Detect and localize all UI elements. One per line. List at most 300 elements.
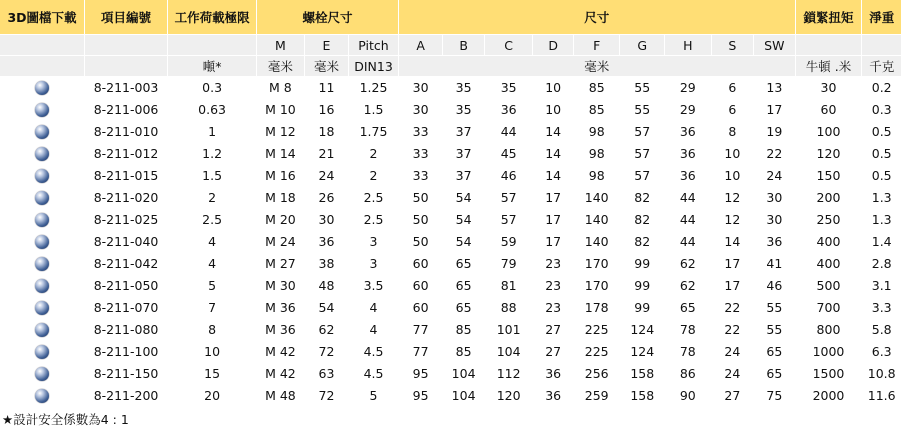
dim-f-cell: 259 [584, 388, 609, 403]
torque-cell: 1500 [812, 366, 845, 381]
dim-d-cell: 23 [545, 300, 562, 315]
dim-f-cell: 140 [584, 190, 609, 205]
dim-g-cell: 82 [634, 190, 651, 205]
wll-cell: 20 [204, 388, 221, 403]
table-row [0, 231, 901, 252]
bolt-m-cell: M 27 [265, 256, 296, 271]
dim-c-cell: 46 [500, 168, 517, 183]
dim-a-cell: 33 [412, 124, 429, 139]
download-3d-icon[interactable] [35, 389, 49, 403]
dim-g-cell: 57 [634, 146, 651, 161]
wll-cell: 1.5 [202, 168, 223, 183]
dim-c-cell: 88 [500, 300, 517, 315]
download-cell [0, 99, 84, 120]
table-row [0, 341, 901, 362]
download-3d-icon[interactable] [35, 235, 49, 249]
dim-g-cell: 82 [634, 212, 651, 227]
download-3d-icon[interactable] [35, 213, 49, 227]
dim-c-cell: 101 [496, 322, 521, 337]
net-weight-cell: 6.3 [871, 344, 892, 359]
download-cell [0, 143, 84, 164]
dim-c-cell: 57 [500, 212, 517, 227]
dim-s-cell: 10 [724, 168, 741, 183]
dim-g-cell: 124 [630, 322, 655, 337]
dim-f-cell: 225 [584, 322, 609, 337]
wll-cell: 7 [208, 300, 217, 315]
download-cell [0, 297, 84, 318]
table-row [0, 297, 901, 318]
download-3d-icon[interactable] [35, 301, 49, 315]
net-weight-cell: 1.3 [871, 190, 892, 205]
dim-d-cell: 27 [545, 322, 562, 337]
torque-cell: 500 [816, 278, 841, 293]
dim-a-cell: 30 [412, 80, 429, 95]
dim-g-cell: 158 [630, 366, 655, 381]
bolt-e-cell: 21 [318, 146, 335, 161]
torque-cell: 60 [820, 102, 837, 117]
dim-h-cell: 36 [679, 124, 696, 139]
dim-s-cell: 22 [724, 300, 741, 315]
table-row [0, 275, 901, 296]
dim-b-cell: 104 [451, 366, 476, 381]
dim-h-cell: 78 [679, 322, 696, 337]
dim-f-cell: 98 [588, 146, 605, 161]
dim-f-cell: 256 [584, 366, 609, 381]
item-number-cell: 8-211-042 [93, 256, 159, 271]
dim-c-cell: 35 [500, 80, 517, 95]
bolt-m-cell: M 16 [265, 168, 296, 183]
dim-h-cell: 44 [679, 234, 696, 249]
unit-empty [0, 56, 84, 76]
dim-h-cell: 36 [679, 146, 696, 161]
dim-sw-cell: 22 [766, 146, 783, 161]
dim-f-cell: 140 [584, 212, 609, 227]
pitch-cell: 4.5 [363, 344, 384, 359]
sub-header-c: C [485, 35, 533, 55]
dim-s-cell: 12 [724, 190, 741, 205]
pitch-cell: 3 [369, 256, 378, 271]
item-number-cell: 8-211-150 [93, 366, 159, 381]
dim-f-cell: 140 [584, 234, 609, 249]
header-net-weight: 淨重 [862, 0, 901, 34]
dim-a-cell: 95 [412, 388, 429, 403]
item-number-cell: 8-211-200 [93, 388, 159, 403]
dim-f-cell: 170 [584, 256, 609, 271]
download-3d-icon[interactable] [35, 147, 49, 161]
dim-f-cell: 98 [588, 124, 605, 139]
bolt-e-cell: 48 [318, 278, 335, 293]
sub-header-empty [796, 35, 862, 55]
sub-header-b: B [443, 35, 484, 55]
pitch-cell: 4 [369, 322, 378, 337]
net-weight-cell: 3.1 [871, 278, 892, 293]
pitch-cell: 1.5 [363, 102, 384, 117]
bolt-e-cell: 38 [318, 256, 335, 271]
dim-c-cell: 79 [500, 256, 517, 271]
bolt-e-cell: 16 [318, 102, 335, 117]
dim-b-cell: 104 [451, 388, 476, 403]
dim-c-cell: 45 [500, 146, 517, 161]
dim-b-cell: 65 [455, 256, 472, 271]
bolt-e-cell: 18 [318, 124, 335, 139]
net-weight-cell: 0.3 [871, 102, 892, 117]
dim-a-cell: 77 [412, 322, 429, 337]
sub-header-a: A [399, 35, 443, 55]
dim-a-cell: 33 [412, 168, 429, 183]
item-number-cell: 8-211-080 [93, 322, 159, 337]
unit-m: 毫米 [257, 56, 304, 76]
wll-cell: 4 [208, 234, 217, 249]
dim-d-cell: 10 [545, 102, 562, 117]
unit-empty [85, 56, 167, 76]
download-3d-icon[interactable] [35, 81, 49, 95]
item-number-cell: 8-211-003 [93, 80, 159, 95]
table-row [0, 209, 901, 230]
torque-cell: 30 [820, 80, 837, 95]
dim-a-cell: 95 [412, 366, 429, 381]
sub-header-pitch: Pitch [349, 35, 398, 55]
dim-f-cell: 170 [584, 278, 609, 293]
download-3d-icon[interactable] [35, 103, 49, 117]
dim-c-cell: 36 [500, 102, 517, 117]
dim-sw-cell: 30 [766, 212, 783, 227]
sub-header-s: S [712, 35, 754, 55]
dim-d-cell: 10 [545, 80, 562, 95]
dim-c-cell: 44 [500, 124, 517, 139]
bolt-e-cell: 63 [318, 366, 335, 381]
wll-cell: 2.5 [202, 212, 223, 227]
net-weight-cell: 0.2 [871, 80, 892, 95]
download-cell [0, 341, 84, 362]
wll-cell: 15 [204, 366, 221, 381]
table-row [0, 99, 901, 120]
dim-sw-cell: 24 [766, 168, 783, 183]
download-cell [0, 319, 84, 340]
bolt-m-cell: M 42 [265, 344, 296, 359]
dim-h-cell: 86 [679, 366, 696, 381]
bolt-m-cell: M 8 [269, 80, 292, 95]
net-weight-cell: 0.5 [871, 146, 892, 161]
dim-b-cell: 37 [455, 124, 472, 139]
torque-cell: 120 [816, 146, 841, 161]
dim-g-cell: 158 [630, 388, 655, 403]
dim-b-cell: 35 [455, 80, 472, 95]
dim-h-cell: 36 [679, 168, 696, 183]
item-number-cell: 8-211-006 [93, 102, 159, 117]
download-cell [0, 231, 84, 252]
header-dimensions: 尺寸 [399, 0, 795, 34]
dim-h-cell: 78 [679, 344, 696, 359]
bolt-m-cell: M 42 [265, 366, 296, 381]
dim-h-cell: 44 [679, 190, 696, 205]
dim-g-cell: 124 [630, 344, 655, 359]
header-bolt-size: 螺栓尺寸 [257, 0, 398, 34]
bolt-m-cell: M 48 [265, 388, 296, 403]
download-cell [0, 385, 84, 406]
dim-a-cell: 50 [412, 212, 429, 227]
download-3d-icon[interactable] [35, 257, 49, 271]
download-cell [0, 275, 84, 296]
wll-cell: 2 [208, 190, 217, 205]
item-number-cell: 8-211-070 [93, 300, 159, 315]
dim-b-cell: 37 [455, 168, 472, 183]
item-number-cell: 8-211-100 [93, 344, 159, 359]
dim-d-cell: 14 [545, 124, 562, 139]
dim-h-cell: 62 [679, 256, 696, 271]
dim-h-cell: 90 [679, 388, 696, 403]
wll-cell: 0.3 [202, 80, 223, 95]
item-number-cell: 8-211-025 [93, 212, 159, 227]
dim-s-cell: 6 [728, 80, 737, 95]
torque-cell: 150 [816, 168, 841, 183]
dim-h-cell: 62 [679, 278, 696, 293]
bolt-m-cell: M 14 [265, 146, 296, 161]
item-number-cell: 8-211-050 [93, 278, 159, 293]
dim-d-cell: 14 [545, 146, 562, 161]
dim-d-cell: 36 [545, 366, 562, 381]
dim-b-cell: 54 [455, 234, 472, 249]
bolt-e-cell: 24 [318, 168, 335, 183]
pitch-cell: 3 [369, 234, 378, 249]
torque-cell: 1000 [812, 344, 845, 359]
unit-net-weight: 千克 [862, 56, 901, 76]
dim-sw-cell: 36 [766, 234, 783, 249]
dim-s-cell: 12 [724, 212, 741, 227]
pitch-cell: 2 [369, 146, 378, 161]
download-cell [0, 77, 84, 98]
sub-header-f: F [574, 35, 620, 55]
dim-a-cell: 30 [412, 102, 429, 117]
wll-cell: 0.63 [198, 102, 226, 117]
dim-b-cell: 65 [455, 300, 472, 315]
download-3d-icon[interactable] [35, 279, 49, 293]
wll-cell: 4 [208, 256, 217, 271]
dim-a-cell: 60 [412, 256, 429, 271]
table-row [0, 319, 901, 340]
dim-s-cell: 10 [724, 146, 741, 161]
dim-s-cell: 24 [724, 344, 741, 359]
unit-e: 毫米 [305, 56, 349, 76]
download-cell [0, 363, 84, 384]
bolt-m-cell: M 30 [265, 278, 296, 293]
bolt-m-cell: M 36 [265, 300, 296, 315]
dim-f-cell: 98 [588, 168, 605, 183]
download-3d-icon[interactable] [35, 169, 49, 183]
wll-cell: 8 [208, 322, 217, 337]
dim-sw-cell: 75 [766, 388, 783, 403]
torque-cell: 100 [816, 124, 841, 139]
dim-c-cell: 57 [500, 190, 517, 205]
item-number-cell: 8-211-020 [93, 190, 159, 205]
dim-f-cell: 85 [588, 102, 605, 117]
download-3d-icon[interactable] [35, 345, 49, 359]
torque-cell: 400 [816, 256, 841, 271]
bolt-e-cell: 54 [318, 300, 335, 315]
net-weight-cell: 0.5 [871, 124, 892, 139]
download-cell [0, 165, 84, 186]
item-number-cell: 8-211-012 [93, 146, 159, 161]
bolt-e-cell: 26 [318, 190, 335, 205]
dim-sw-cell: 55 [766, 300, 783, 315]
pitch-cell: 2.5 [363, 212, 384, 227]
dim-g-cell: 55 [634, 80, 651, 95]
dim-s-cell: 8 [728, 124, 737, 139]
wll-cell: 1 [208, 124, 217, 139]
dim-h-cell: 29 [679, 80, 696, 95]
item-number-cell: 8-211-040 [93, 234, 159, 249]
download-cell [0, 121, 84, 142]
bolt-e-cell: 72 [318, 388, 335, 403]
sub-header-empty [0, 35, 84, 55]
pitch-cell: 3.5 [363, 278, 384, 293]
dim-d-cell: 27 [545, 344, 562, 359]
net-weight-cell: 1.4 [871, 234, 892, 249]
download-3d-icon[interactable] [35, 125, 49, 139]
dim-sw-cell: 30 [766, 190, 783, 205]
download-cell [0, 253, 84, 274]
dim-b-cell: 37 [455, 146, 472, 161]
item-number-cell: 8-211-010 [93, 124, 159, 139]
dim-h-cell: 29 [679, 102, 696, 117]
dim-a-cell: 60 [412, 278, 429, 293]
dim-b-cell: 54 [455, 190, 472, 205]
dim-g-cell: 99 [634, 256, 651, 271]
units-row [0, 56, 901, 76]
wll-cell: 1.2 [202, 146, 223, 161]
bolt-m-cell: M 18 [265, 190, 296, 205]
dim-d-cell: 23 [545, 256, 562, 271]
dim-b-cell: 65 [455, 278, 472, 293]
bolt-m-cell: M 36 [265, 322, 296, 337]
dim-sw-cell: 13 [766, 80, 783, 95]
table-row [0, 165, 901, 186]
unit-wll: 噸* [168, 56, 256, 76]
dim-d-cell: 14 [545, 168, 562, 183]
table-row [0, 385, 901, 406]
pitch-cell: 1.25 [359, 80, 388, 95]
net-weight-cell: 10.8 [867, 366, 896, 381]
pitch-cell: 2.5 [363, 190, 384, 205]
table-row [0, 363, 901, 384]
header-torque: 鎖緊扭矩 [796, 0, 862, 34]
table-row [0, 187, 901, 208]
sub-header-empty [862, 35, 901, 55]
dim-a-cell: 77 [412, 344, 429, 359]
dim-c-cell: 120 [496, 388, 521, 403]
download-cell [0, 209, 84, 230]
torque-cell: 400 [816, 234, 841, 249]
sub-header-empty [85, 35, 167, 55]
unit-dimensions: 毫米 [399, 56, 795, 76]
dim-f-cell: 225 [584, 344, 609, 359]
dim-c-cell: 59 [500, 234, 517, 249]
torque-cell: 700 [816, 300, 841, 315]
dim-sw-cell: 65 [766, 366, 783, 381]
header-3d-download: 3D圖檔下載 [0, 0, 84, 34]
pitch-cell: 1.75 [359, 124, 388, 139]
dim-g-cell: 99 [634, 278, 651, 293]
torque-cell: 800 [816, 322, 841, 337]
dim-h-cell: 65 [679, 300, 696, 315]
table-row [0, 77, 901, 98]
dim-g-cell: 57 [634, 168, 651, 183]
pitch-cell: 4 [369, 300, 378, 315]
download-cell [0, 187, 84, 208]
bolt-m-cell: M 10 [265, 102, 296, 117]
download-3d-icon[interactable] [35, 323, 49, 337]
dim-sw-cell: 17 [766, 102, 783, 117]
dim-b-cell: 35 [455, 102, 472, 117]
bolt-m-cell: M 20 [265, 212, 296, 227]
sub-header-d: D [533, 35, 572, 55]
dim-f-cell: 178 [584, 300, 609, 315]
net-weight-cell: 3.3 [871, 300, 892, 315]
unit-pitch: DIN13 [349, 56, 398, 76]
unit-torque: 牛頓 .米 [796, 56, 862, 76]
header-working-load-limit: 工作荷載極限 [168, 0, 256, 34]
net-weight-cell: 0.5 [871, 168, 892, 183]
sub-header-empty [168, 35, 256, 55]
dim-a-cell: 60 [412, 300, 429, 315]
bolt-e-cell: 72 [318, 344, 335, 359]
dim-s-cell: 14 [724, 234, 741, 249]
sub-header-e: E [305, 35, 349, 55]
dim-sw-cell: 19 [766, 124, 783, 139]
dim-sw-cell: 55 [766, 322, 783, 337]
download-3d-icon[interactable] [35, 191, 49, 205]
dim-b-cell: 85 [455, 344, 472, 359]
table-row [0, 143, 901, 164]
dim-d-cell: 23 [545, 278, 562, 293]
net-weight-cell: 11.6 [867, 388, 896, 403]
dim-sw-cell: 46 [766, 278, 783, 293]
torque-cell: 2000 [812, 388, 845, 403]
dim-a-cell: 33 [412, 146, 429, 161]
download-3d-icon[interactable] [35, 367, 49, 381]
dim-s-cell: 17 [724, 256, 741, 271]
sub-header-m: M [257, 35, 304, 55]
sub-header-g: G [620, 35, 664, 55]
bolt-e-cell: 11 [318, 80, 335, 95]
dim-sw-cell: 41 [766, 256, 783, 271]
bolt-m-cell: M 24 [265, 234, 296, 249]
pitch-cell: 2 [369, 168, 378, 183]
table-row [0, 253, 901, 274]
sub-header-h: H [665, 35, 711, 55]
dim-c-cell: 112 [496, 366, 521, 381]
dim-s-cell: 22 [724, 322, 741, 337]
torque-cell: 250 [816, 212, 841, 227]
safety-factor-note: ★設計安全係數為4 : 1 [2, 412, 129, 427]
pitch-cell: 4.5 [363, 366, 384, 381]
dim-d-cell: 17 [545, 190, 562, 205]
dim-s-cell: 27 [724, 388, 741, 403]
dim-h-cell: 44 [679, 212, 696, 227]
dim-d-cell: 36 [545, 388, 562, 403]
dim-g-cell: 57 [634, 124, 651, 139]
dim-g-cell: 82 [634, 234, 651, 249]
header-item-number: 項目編號 [85, 0, 167, 34]
dim-s-cell: 24 [724, 366, 741, 381]
bolt-m-cell: M 12 [265, 124, 296, 139]
dim-g-cell: 55 [634, 102, 651, 117]
dim-b-cell: 85 [455, 322, 472, 337]
dim-f-cell: 85 [588, 80, 605, 95]
sub-header-row [0, 35, 901, 55]
net-weight-cell: 2.8 [871, 256, 892, 271]
wll-cell: 5 [208, 278, 217, 293]
dim-c-cell: 104 [496, 344, 521, 359]
